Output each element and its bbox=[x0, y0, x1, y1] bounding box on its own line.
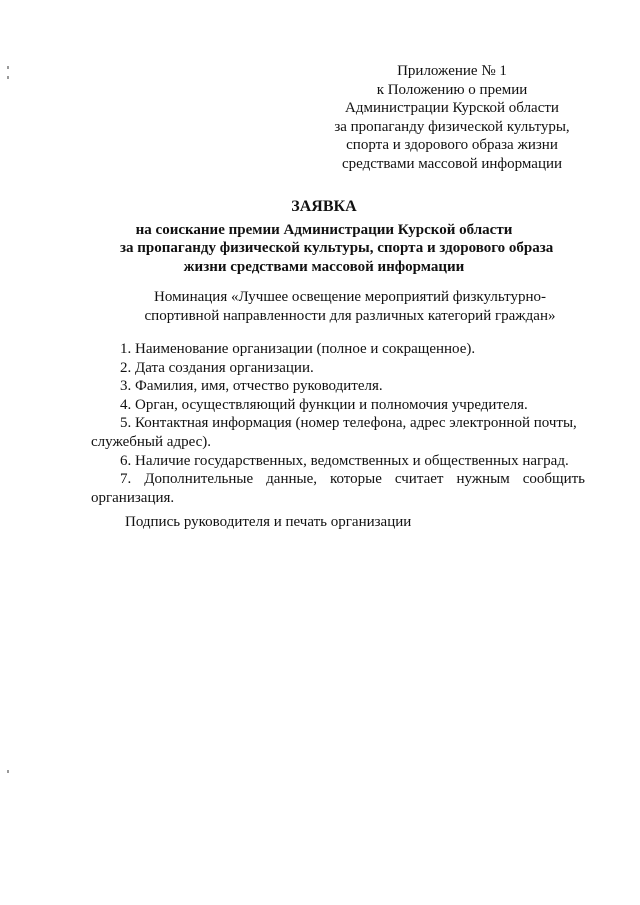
items-list bbox=[91, 340, 585, 507]
list-item: 5. Контактная информация (номер телефона, адрес электронной почты, bbox=[120, 415, 577, 432]
title-line: за пропаганду физической культуры, спорта и здорового образа bbox=[120, 240, 554, 257]
scan-mark bbox=[7, 770, 9, 773]
document-title: ЗАЯВКА bbox=[291, 198, 357, 215]
nomination-line: Номинация «Лучшее освещение мероприятий физкультурно- bbox=[154, 289, 546, 305]
appendix-line: Приложение № 1 bbox=[397, 63, 507, 79]
list-item: 6. Наличие государственных, ведомственных и общественных наград. bbox=[120, 452, 569, 469]
title-line: жизни средствами массовой информации bbox=[183, 258, 465, 275]
list-item: 7. Дополнительные данные, которые считает нужным сообщить bbox=[120, 471, 585, 488]
list-item-continuation: организация. bbox=[91, 489, 175, 506]
scan-mark bbox=[7, 66, 9, 69]
list-item: 2. Дата создания организации. bbox=[120, 359, 314, 376]
appendix-header bbox=[322, 62, 582, 174]
list-item: 4. Орган, осуществляющий функции и полномочия учредителя. bbox=[120, 396, 528, 413]
appendix-line: средствами массовой информации bbox=[341, 155, 563, 172]
list-item: 1. Наименование организации (полное и сокращенное). bbox=[120, 341, 476, 357]
title-block bbox=[120, 198, 554, 276]
list-item: 3. Фамилия, имя, отчество руководителя. bbox=[120, 378, 383, 395]
appendix-line: к Положению о премии bbox=[376, 81, 528, 98]
appendix-line: спорта и здорового образа жизни bbox=[346, 137, 558, 154]
title-line: на соискание премии Администрации Курской области bbox=[135, 221, 513, 238]
scan-mark bbox=[7, 76, 9, 79]
appendix-line: за пропаганду физической культуры, bbox=[334, 118, 570, 135]
nomination bbox=[130, 288, 570, 325]
signature-line: Подпись руководителя и печать организации bbox=[125, 514, 412, 530]
appendix-line: Администрации Курской области bbox=[345, 100, 559, 117]
nomination-line: спортивной направленности для различных категорий граждан» bbox=[144, 307, 556, 324]
list-item-continuation: служебный адрес). bbox=[91, 433, 212, 450]
